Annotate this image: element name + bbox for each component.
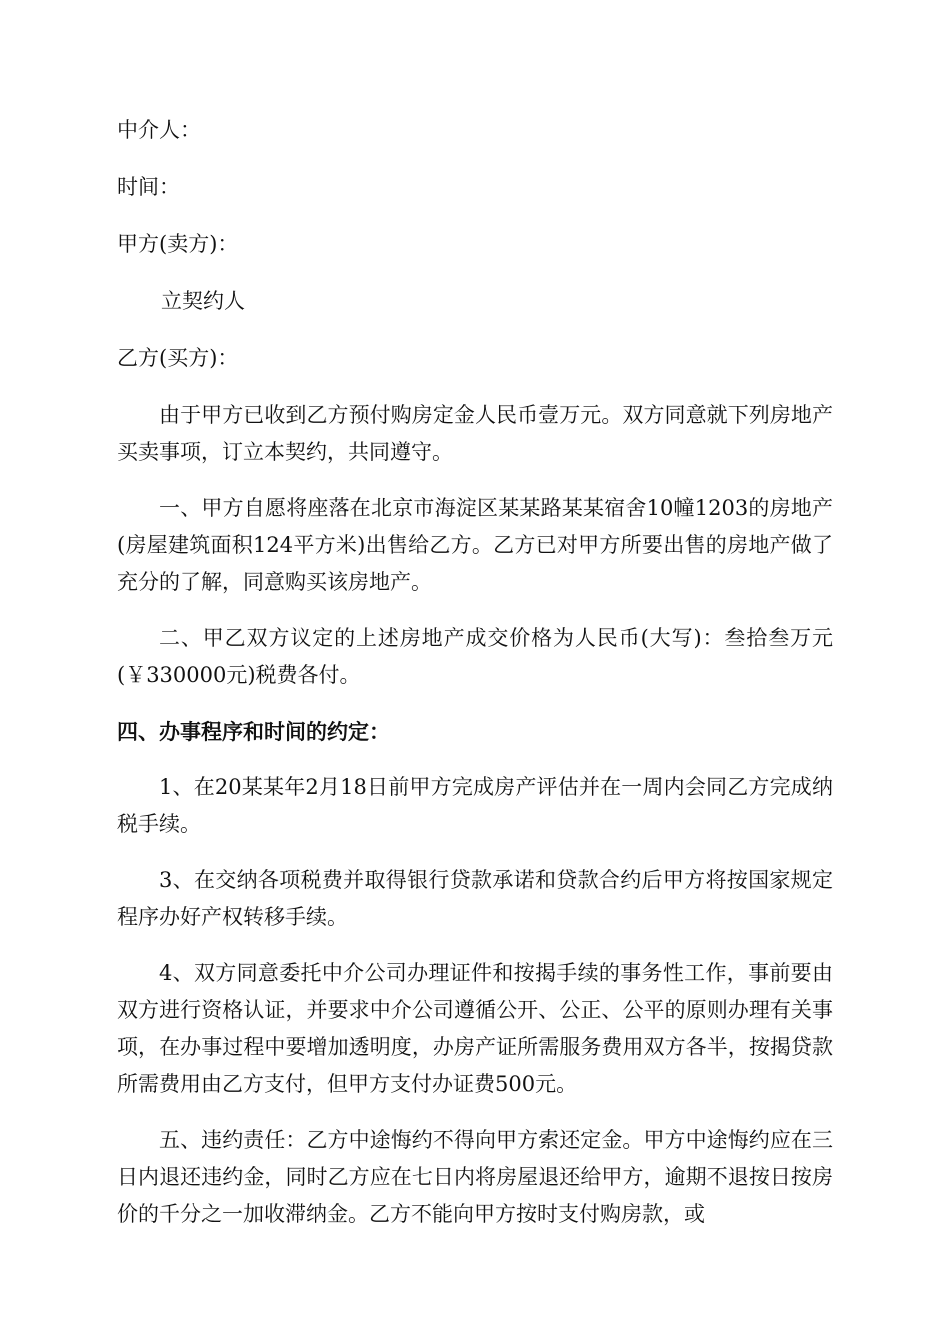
intro-paragraph: 由于甲方已收到乙方预付购房定金人民币壹万元。双方同意就下列房地产买卖事项，订立本契约，共同遵守。 [117, 403, 833, 464]
procedure-item-3: 3、在交纳各项税费并取得银行贷款承诺和贷款合约后甲方将按国家规定程序办好产权转移手续。 [117, 868, 833, 929]
section-heading: 四、办事程序和时间的约定： [117, 719, 390, 744]
procedure-item-1: 1、在20某某年2月18日前甲方完成房产评估并在一周内会同乙方完成纳税手续。 [117, 775, 833, 836]
party-b-label: 乙方(买方)： [117, 346, 239, 370]
clause-one-paragraph: 一、甲方自愿将座落在北京市海淀区某某路某某宿舍10幢1203的房地产(房屋建筑面积124平方米)出售给乙方。乙方已对甲方所要出售的房地产做了充分的了解，同意购买该房地产。 [117, 496, 833, 594]
contract-signer-label: 立契约人 [161, 289, 245, 313]
procedure-item-4: 4、双方同意委托中介公司办理证件和按揭手续的事务性工作，事前要由双方进行资格认证，并要求中介公司遵循公开、公正、公平的原则办理有关事项，在办事过程中要增加透明度，办房产证所需服务费用双方各半，按揭贷款所需费用由乙方支付，但甲方支付办证费500元。 [117, 961, 833, 1096]
time-label: 时间： [117, 175, 180, 199]
party-a-label: 甲方(卖方)： [117, 232, 239, 256]
intermediary-label: 中介人： [117, 118, 201, 142]
breach-liability-paragraph: 五、违约责任：乙方中途悔约不得向甲方索还定金。甲方中途悔约应在三日内退还违约金，同时乙方应在七日内将房屋退还给甲方，逾期不退按日按房价的千分之一加收滞纳金。乙方不能向甲方按时支付购房款，或 [117, 1128, 833, 1226]
clause-two-paragraph: 二、甲乙双方议定的上述房地产成交价格为人民币(大写)：叁拾叁万元(￥330000元)税费各付。 [117, 626, 833, 687]
document-page [117, 112, 833, 1233]
